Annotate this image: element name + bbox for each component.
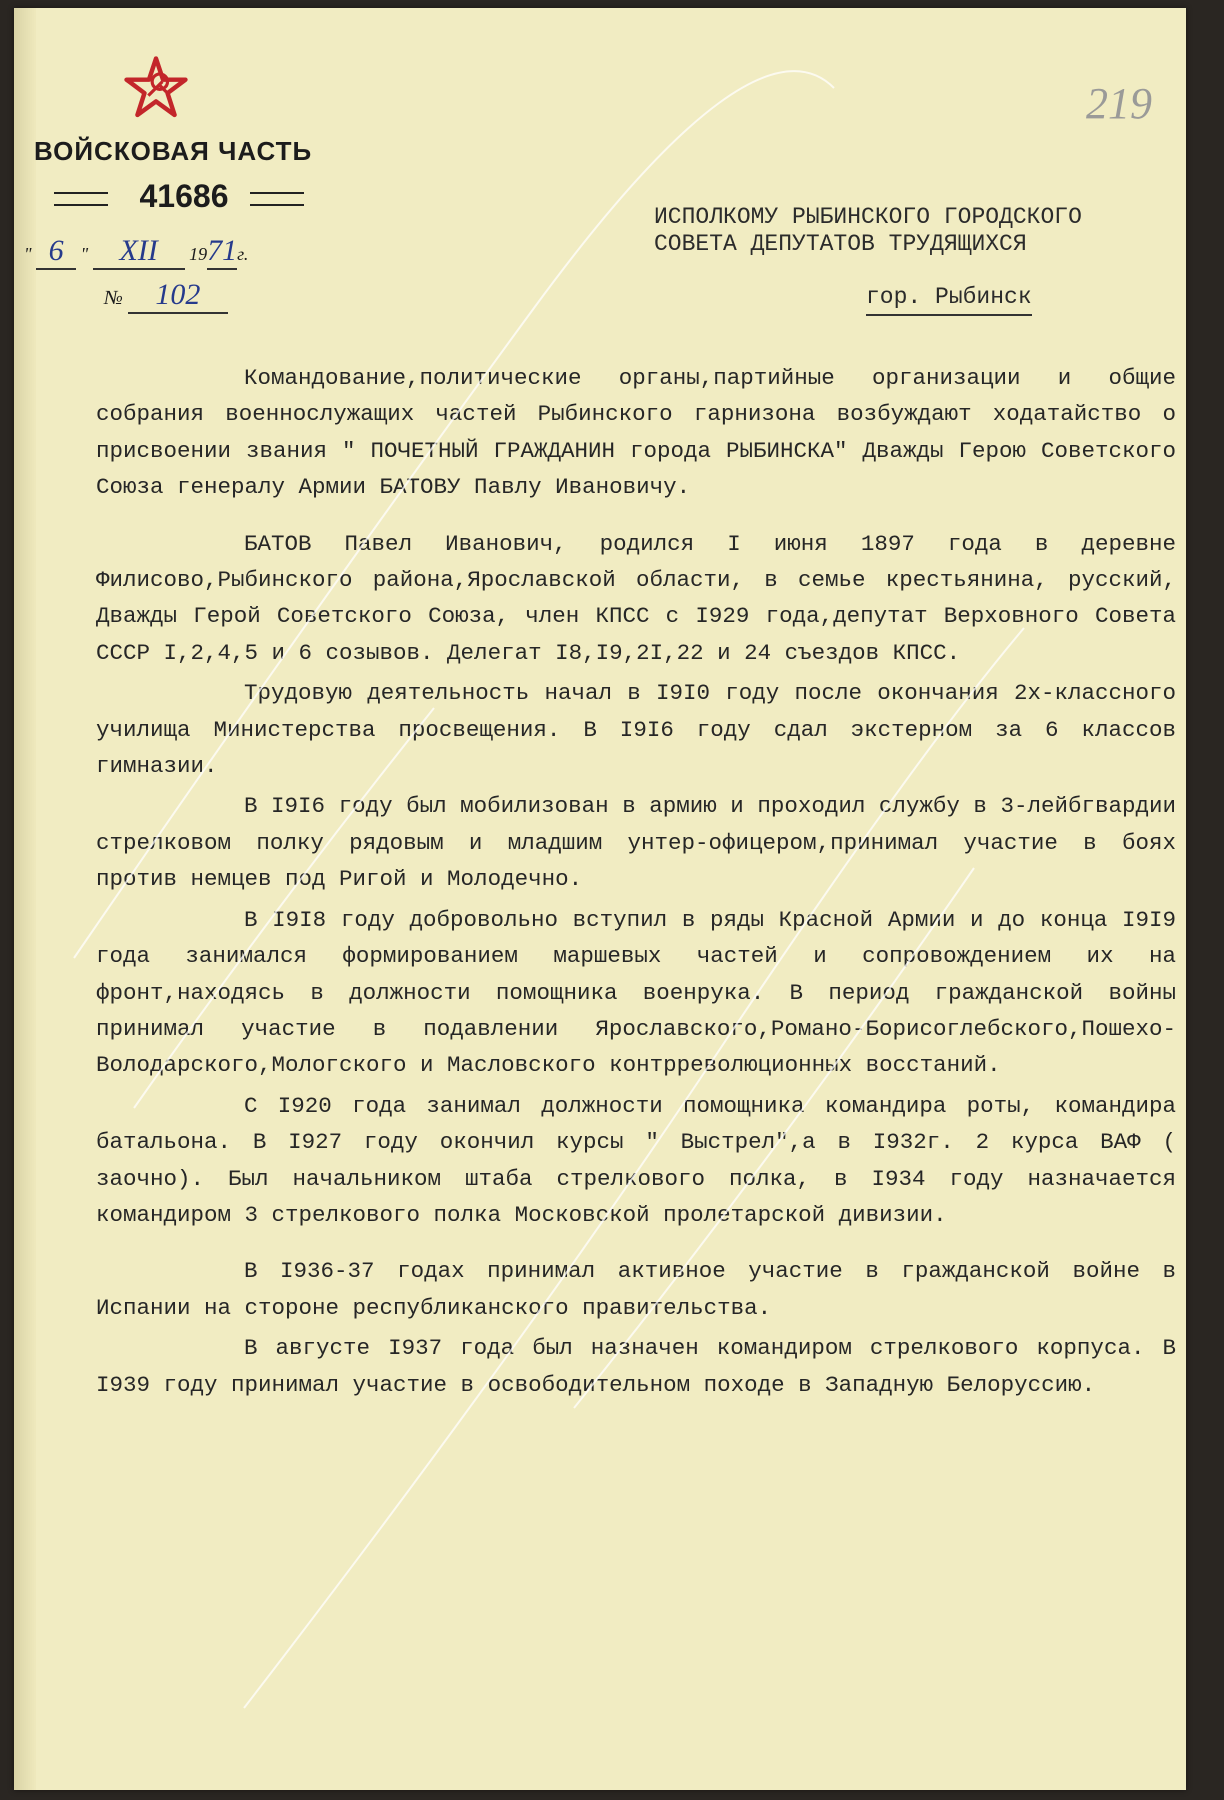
date-month: XII [119,234,158,267]
paragraph: В I9I8 году добровольно вступил в ряды Красной Армии и до конца I9I9 года занимался формированием маршевых частей и сопровождением их на фронт,находясь в должности помощника военрука. В период гражданской войны принимал участие в подавлении Ярославского,Романо-Борисоглебского,Пошехо-Володарского,Мологского и Масловского контрреволюционных восстаний. [96,906,1176,1079]
unit-number-row [54,178,314,218]
number-field [128,278,228,314]
paragraph: В I9I6 году был мобилизован в армию и проходил службу в 3-лейбгвардии стрелковом полку рядовым и младшим унтер-офицером,принимал участие в боях против немцев под Ригой и Молодечно. [96,793,1176,893]
date-year: 71 [207,234,238,267]
paragraph: С I920 года занимал должности помощника командира роты, командира батальона. В I927 году окончил курсы " Выстрел",а в I932г. 2 курса ВАФ ( заочно). Был начальником штаба стрелкового полка, в I934 году назначается командиром 3 стрелкового полка Московской пролетарской дивизии. [96,1092,1176,1228]
date-year-prefix: 19 [189,244,208,264]
date-day-field [36,234,76,270]
decor-dash-left [54,192,108,206]
folio-number: 219 [1086,79,1152,128]
paragraph: В августе I937 года был назначен командиром стрелкового корпуса. В I939 году принимал участие в освободительном походе в Западную Белоруссию. [96,1335,1176,1398]
decor-dash-right [250,192,304,206]
addressee-block [654,204,1174,258]
date-year-field [207,234,237,270]
binding-edge [14,8,36,1790]
date-quote-open: " [24,244,32,264]
paragraph: БАТОВ Павел Иванович, родился I июня 1897 года в деревне Филисово,Рыбинского района,Ярославской области, в семье крестьянина, русский, Дважды Герой Советского Союза, член КПСС с I929 года,депутат Верховного Совета СССР I,2,4,5 и 6 созывов. Делегат I8,I9,2I,22 и 24 съездов КПСС. [96,530,1176,666]
outgoing-number [104,278,324,318]
paragraph: Командование,политические органы,партийные организации и общие собрания военнослужащих частей Рыбинского гарнизона возбуждают ходатайство о присвоении звания " ПОЧЕТНЫЙ ГРАЖДАНИН города РЫБИНСКА" Дважды Герою Советского Союза генералу Армии БАТОВУ Павлу Ивановичу. [96,365,1176,501]
date-year-suffix: г. [237,244,249,264]
addressee-line-1: ИСПОЛКОМУ РЫБИНСКОГО ГОРОДСКОГО [654,204,1082,230]
unit-name: ВОЙСКОВАЯ ЧАСТЬ [34,136,313,166]
number-label: № [104,287,123,309]
red-star-icon [124,56,188,120]
paragraph: Трудовую деятельность начал в I9I0 году после окончания 2х-классного училища Министерства просвещения. В I9I6 году сдал экстерном за 6 классов гимназии. [96,680,1176,780]
addressee-city [866,284,1032,310]
paragraph: В I936-37 годах принимал активное участие в гражданской войне в Испании на стороне республиканского правительства. [96,1258,1176,1321]
city-name: гор. Рыбинск [866,284,1032,316]
number-value: 102 [155,278,201,311]
date-quote-close: " [80,244,89,264]
letter-body [96,360,1176,1407]
date-line [24,234,344,274]
date-day: 6 [48,234,64,267]
unit-number: 41686 [139,178,229,214]
document-page [14,8,1186,1790]
addressee-line-2: СОВЕТА ДЕПУТАТОВ ТРУДЯЩИХСЯ [654,231,1027,257]
date-month-field [93,234,185,270]
